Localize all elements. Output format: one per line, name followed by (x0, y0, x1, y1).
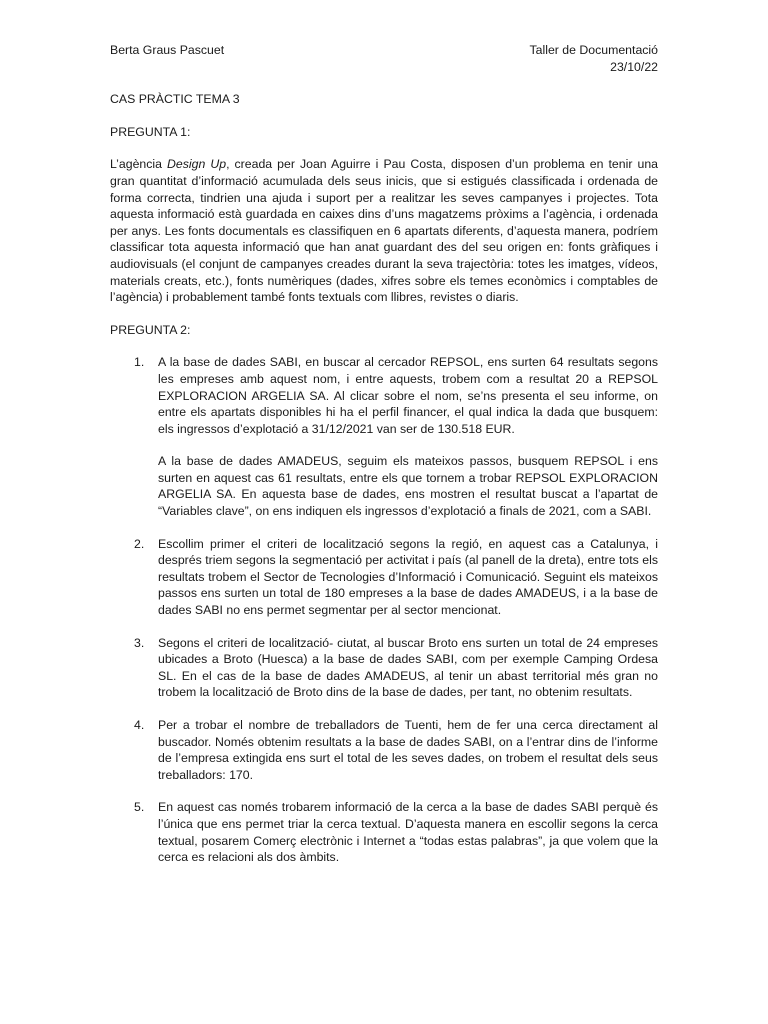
header-right-block (530, 42, 659, 75)
list-item-body (158, 354, 658, 519)
list-item-paragraph: Escollim primer el criteri de localització segons la regió, en aquest cas a Catalunya, i després triem segons la segmentació per activitat i país (al panell de la dreta), entre tots els resultats trobem el Sector de Tecnologies d’Informació i Comunicació. Seguint els mateixos passos ens surten un total de 180 empreses a la base de dades AMADEUS, i a la base de dades SABI no ens permet segmentar per al sector mencionat. (158, 536, 658, 618)
list-item (110, 354, 658, 519)
list-item-number: 2. (134, 536, 145, 551)
list-item (110, 536, 658, 619)
list-item-body (158, 536, 658, 619)
document-title: CAS PRÀCTIC TEMA 3 (110, 92, 240, 107)
document-date: 23/10/22 (610, 59, 658, 74)
list-item-number: 4. (134, 718, 145, 732)
list-item-paragraph: A la base de dades AMADEUS, seguim els mateixos passos, busquem REPSOL i ens surten en aquest cas 61 resultats, entre els que tornem a trobar REPSOL EXPLORACION ARGELIA SA. En aquesta base de dades, ens mostren el resultat buscat a l’apartat de “Variables clave”, on ens indiquen els ingressos d’explotació a finals de 2021, com a SABI. (158, 454, 658, 519)
list-item-number: 3. (134, 635, 145, 650)
list-item (110, 799, 658, 865)
question-1-heading: PREGUNTA 1: (110, 124, 191, 139)
list-item-body (158, 799, 658, 865)
company-name: Design Up (167, 157, 227, 172)
list-item (110, 717, 658, 783)
author-name: Berta Graus Pascuet (110, 43, 225, 57)
list-item-body (158, 717, 658, 783)
question-2-answer-list (110, 354, 658, 865)
list-item-paragraph: Segons el criteri de localització- ciutat, al buscar Broto ens surten un total de 24 empreses ubicades a Broto (Huesca) a la base de dades SABI, com per exemple Camping Ordesa SL. En el cas de la base de dades AMADEUS, al tenir un abast territorial més gran no trobem la localització de Broto dins de la base de dades, per tant, no obtenim resultats. (158, 635, 658, 700)
list-item-paragraph: En aquest cas només trobarem informació de la cerca a la base de dades SABI perquè és l’única que ens permet triar la cerca textual. D’aquesta manera en escollir segons la cerca textual, posarem Comerç electrònic i Internet a “todas estas palabras”, ja que volem que la cerca es relacioni als dos àmbits. (158, 800, 658, 865)
question-2-heading: PREGUNTA 2: (110, 322, 191, 337)
answer-intro: L’agència (110, 157, 168, 172)
answer-body: , creada per Joan Aguirre i Pau Costa, disposen d’un problema en tenir una gran quantitat d’informació acumulada dels seus inicis, que si estigués classificada i ordenada de forma correcta, tindrien una ajuda i suport per a realitzar les seves campanyes i projectes. Tota aquesta informació està guardada en caixes dins d’uns magatzems pròxims a l’agència, i ordenada per anys. Les fonts documentals es classifiquen en 6 apartats diferents, d’aquesta manera, podríem classificar tota aquesta informació que han anat guardant des del seu origen en: fonts gràfiques i audiovisuals (el conjunt de campanyes creades durant la seva trajectòria: totes les imatges, vídeos, materials creats, etc.), fonts numèriques (dades, xifres sobre els temes econòmics i comptables de l’agència) i probablement també fonts textuals com llibres, revistes o diaris. (110, 157, 658, 305)
document-page (110, 42, 658, 866)
question-1-answer (110, 156, 658, 305)
list-item-paragraph: A la base de dades SABI, en buscar al cercador REPSOL, ens surten 64 resultats segons les empreses amb aquest nom, i entre aquests, trobem com a resultat 20 a REPSOL EXPLORACION ARGELIA SA. Al clicar sobre el nom, se’ns presenta el seu informe, on entre els apartats disponibles hi ha el perfil financer, el qual indica la dada que busquem: els ingressos d’explotació a 31/12/2021 van ser de 130.518 EUR. (158, 355, 658, 436)
list-item-number: 1. (134, 355, 145, 370)
course-name: Taller de Documentació (529, 43, 658, 57)
list-item-paragraph: Per a trobar el nombre de treballadors de Tuenti, hem de fer una cerca directament al buscador. Només obtenim resultats a la base de dades SABI, on a l’entrar dins de l’informe de l’empresa extingida ens surt el total de les seves dades, on trobem el resultat dels seus treballadors: 170. (158, 718, 658, 782)
list-item-body (158, 635, 658, 701)
list-item-number: 5. (134, 800, 145, 815)
list-item (110, 635, 658, 701)
document-header (110, 42, 658, 75)
